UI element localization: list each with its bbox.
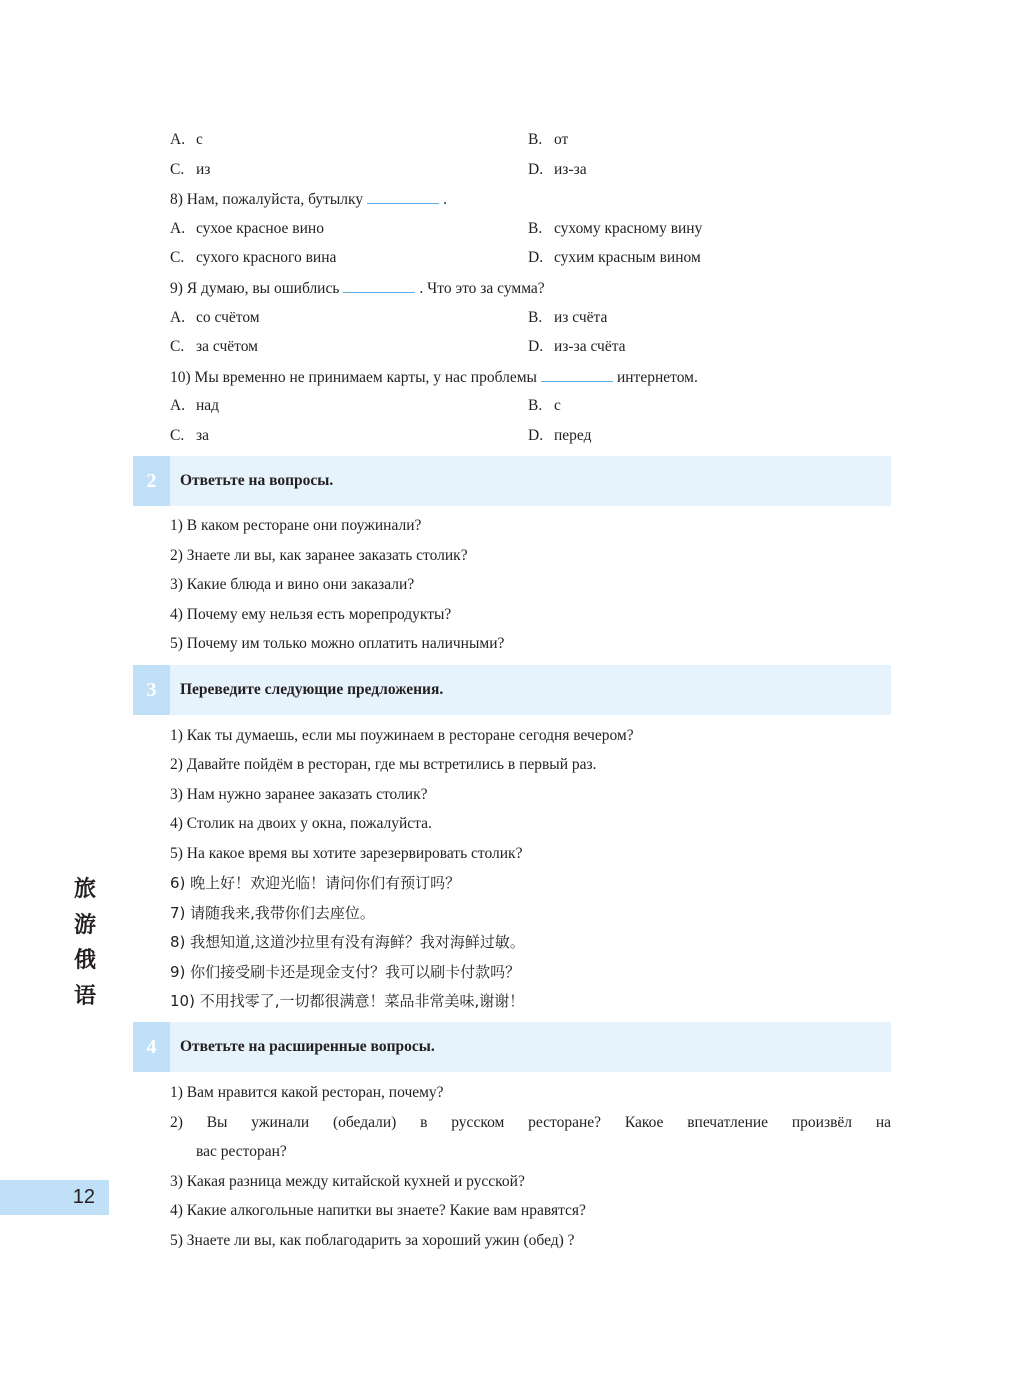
option-text: из (196, 161, 211, 178)
word: ресторане? (528, 1114, 602, 1131)
option-text: сухому красному вину (554, 220, 703, 237)
q10-option-c (170, 426, 209, 446)
option-letter: B. (528, 220, 543, 237)
option-text: со счётом (196, 309, 260, 326)
section-title: Ответьте на вопросы. (180, 472, 334, 489)
list-item: 1) В каком ресторане они поужинали? (170, 517, 422, 534)
option-text: сухим красным вином (554, 249, 701, 266)
option-letter: D. (528, 338, 544, 355)
word: в (420, 1114, 428, 1131)
word: ужинали (251, 1114, 310, 1131)
option-letter: B. (528, 131, 543, 148)
list-item: 1) Вам нравится какой ресторан, почему? (170, 1084, 444, 1101)
section-number-badge: 4 (133, 1022, 170, 1072)
list-item: 4) Какие алкогольные напитки вы знаете? Какие вам нравятся? (170, 1202, 586, 1219)
option-letter: A. (170, 131, 186, 148)
question-8 (170, 189, 447, 210)
list-item: 4) Почему ему нельзя есть морепродукты? (170, 606, 452, 623)
option-text: из-за счёта (554, 338, 626, 355)
option-letter: A. (170, 220, 186, 237)
option-letter: C. (170, 427, 185, 444)
list-item: 2) Знаете ли вы, как заранее заказать столик? (170, 547, 468, 564)
question-10 (170, 367, 698, 388)
option-text: от (554, 131, 569, 148)
option-letter: A. (170, 309, 186, 326)
q10-option-b (528, 396, 561, 416)
q9-option-c (170, 337, 258, 357)
option-text: с (196, 131, 203, 148)
option-text: перед (554, 427, 592, 444)
list-item: 9) 你们接受刷卡还是现金支付？我可以刷卡付款吗？ (170, 963, 521, 981)
option-letter: A. (170, 397, 186, 414)
q9-option-b (528, 308, 607, 328)
word: на (875, 1114, 891, 1131)
word: 2) (170, 1114, 183, 1131)
list-item: 5) Почему им только можно оплатить наличными? (170, 635, 505, 652)
q8-option-a (170, 219, 324, 239)
word: впечатление (687, 1114, 769, 1131)
list-item-continuation: вас ресторан? (196, 1143, 287, 1160)
q9-option-d (528, 337, 626, 357)
option-letter: B. (528, 397, 543, 414)
option-letter: C. (170, 249, 185, 266)
q8-option-c (170, 248, 336, 268)
question-text: Мы временно не принимаем карты, у нас проблемы (194, 369, 537, 386)
list-item-justified (170, 1113, 891, 1133)
option-text: сухого красного вина (196, 249, 337, 266)
question-text: Я думаю, вы ошиблись (186, 280, 340, 297)
option-letter: D. (528, 427, 544, 444)
list-item: 7) 请随我来,我带你们去座位。 (170, 904, 375, 922)
list-item: 10) 不用找零了,一切都很满意！菜品非常美味,谢谢！ (170, 992, 525, 1010)
list-item: 2) Давайте пойдём в ресторан, где мы встретились в первый раз. (170, 756, 597, 773)
question-text-end: интернетом. (616, 369, 698, 386)
option-text: с (554, 397, 561, 414)
word: русском (451, 1114, 505, 1131)
list-item: 5) На какое время вы хотите зарезервировать столик? (170, 845, 523, 862)
question-number: 9) (170, 280, 183, 297)
list-item: 4) Столик на двоих у окна, пожалуйста. (170, 815, 432, 832)
q7-option-b (528, 130, 568, 150)
q7-option-a (170, 130, 203, 150)
question-text-end: . (443, 191, 447, 208)
option-text: сухое красное вино (196, 220, 324, 237)
option-text: за (196, 427, 210, 444)
list-item: 3) Нам нужно заранее заказать столик? (170, 786, 428, 803)
list-item: 3) Какие блюда и вино они заказали? (170, 576, 415, 593)
section-4-header (133, 1022, 891, 1072)
question-9 (170, 278, 545, 299)
option-text: из счёта (554, 309, 608, 326)
section-2-header (133, 456, 891, 506)
answer-blank (541, 367, 613, 382)
option-letter: C. (170, 161, 185, 178)
word: (обедали) (332, 1114, 397, 1131)
q7-option-d (528, 160, 587, 180)
q10-option-a (170, 396, 219, 416)
option-letter: C. (170, 338, 185, 355)
list-item: 1) Как ты думаешь, если мы поужинаем в ресторане сегодня вечером? (170, 727, 634, 744)
section-title: Ответьте на расширенные вопросы. (180, 1038, 435, 1055)
question-text-end: . Что это за сумма? (419, 280, 545, 297)
question-number: 8) (170, 191, 183, 208)
option-text: над (196, 397, 220, 414)
title-char: 语 (73, 983, 96, 1009)
question-text: Нам, пожалуйста, бутылку (186, 191, 364, 208)
list-item: 8) 我想知道,这道沙拉里有没有海鲜？我对海鲜过敏。 (170, 933, 525, 951)
page-number-tab: 12 (0, 1180, 109, 1215)
section-title: Переведите следующие предложения. (180, 681, 444, 698)
book-title-vertical (70, 872, 100, 1014)
section-number-badge: 3 (133, 665, 170, 715)
list-item: 5) Знаете ли вы, как поблагодарить за хороший ужин (обед) ? (170, 1232, 575, 1249)
option-letter: D. (528, 249, 544, 266)
q8-option-b (528, 219, 702, 239)
answer-blank (343, 278, 415, 293)
answer-blank (367, 189, 439, 204)
option-text: из-за (554, 161, 587, 178)
option-text: за счётом (196, 338, 258, 355)
q8-option-d (528, 248, 701, 268)
option-letter: D. (528, 161, 544, 178)
q10-option-d (528, 426, 592, 446)
word: Вы (206, 1114, 228, 1131)
list-item: 3) Какая разница между китайской кухней и русской? (170, 1173, 525, 1190)
title-char: 游 (73, 912, 96, 938)
section-number-badge: 2 (133, 456, 170, 506)
word: произвёл (791, 1114, 853, 1131)
q7-option-c (170, 160, 210, 180)
list-item: 6) 晚上好！欢迎光临！请问你们有预订吗？ (170, 874, 461, 892)
word: Какое (624, 1114, 664, 1131)
section-3-header (133, 665, 891, 715)
title-char: 旅 (73, 877, 96, 902)
q9-option-a (170, 308, 260, 328)
question-number: 10) (170, 369, 191, 386)
option-letter: B. (528, 309, 543, 326)
title-char: 俄 (73, 948, 96, 973)
